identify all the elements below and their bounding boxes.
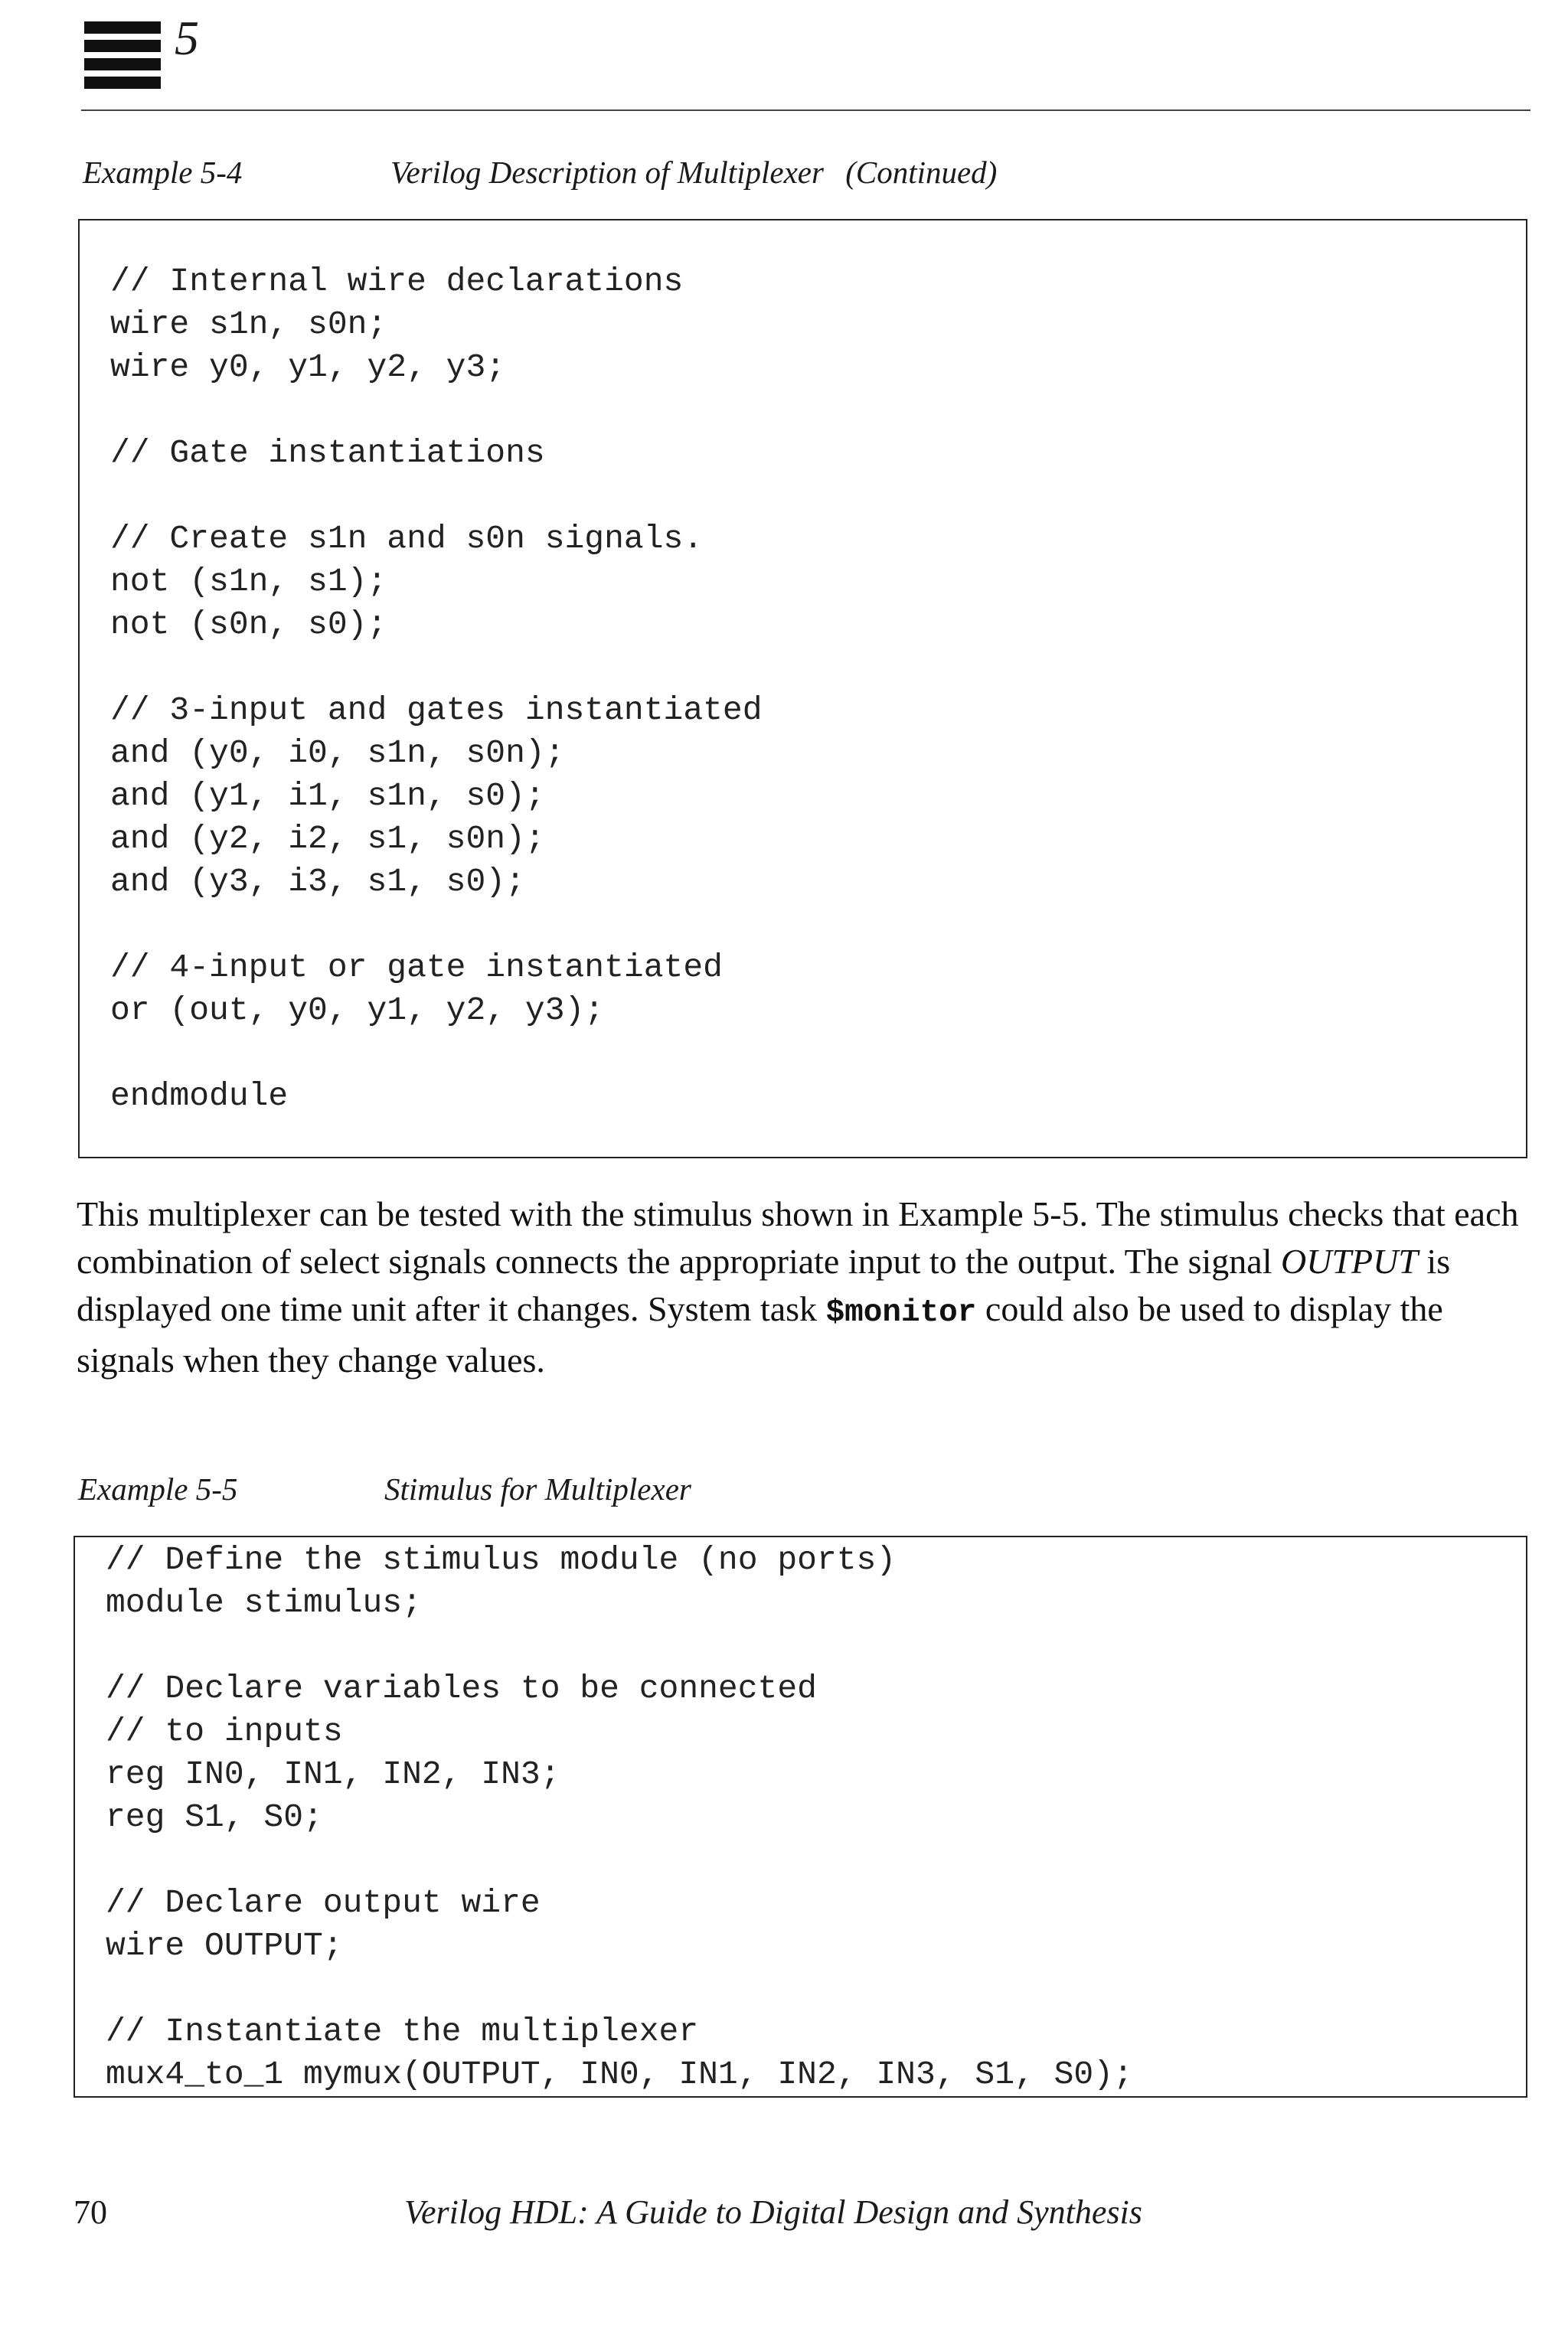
example-5-4-title [390, 157, 997, 188]
example-5-5-code-line: // Declare output wire [106, 1884, 541, 1922]
page-number: 70 [74, 2193, 107, 2231]
example-5-4-code-line: and (y0, i0, s1n, s0n); [110, 734, 565, 772]
example-5-5-code-line [106, 1839, 1133, 1882]
example-5-4-code-line: // Internal wire declarations [110, 263, 684, 300]
example-5-4-code-line: // 4-input or gate instantiated [110, 949, 723, 986]
example-5-5-code-line: reg IN0, IN1, IN2, IN3; [106, 1755, 560, 1793]
chapter-marker-icon [84, 21, 161, 98]
example-5-5-code-line [106, 1968, 1133, 2010]
example-5-4-code-line: wire s1n, s0n; [110, 305, 387, 343]
example-5-4-code-line: and (y2, i2, s1, s0n); [110, 820, 545, 857]
example-5-4-code-line: // 3-input and gates instantiated [110, 691, 763, 729]
chapter-number: 5 [175, 11, 199, 65]
example-5-4-code-line: // Gate instantiations [110, 434, 545, 472]
example-5-5-code-line [106, 1625, 1133, 1667]
example-5-4-continued: (Continued) [845, 155, 998, 190]
example-5-5-code [106, 1539, 1133, 2096]
example-5-4-code [110, 260, 763, 1118]
output-signal-name: OUTPUT [1281, 1242, 1418, 1281]
example-5-5-code-line: wire OUTPUT; [106, 1927, 343, 1964]
example-5-5-code-line: mux4_to_1 mymux(OUTPUT, IN0, IN1, IN2, IN3, S1, S0); [106, 2056, 1133, 2093]
example-5-4-code-box [78, 219, 1527, 1158]
example-5-5-title: Stimulus for Multiplexer [384, 1471, 691, 1507]
example-5-4-code-line [110, 1032, 763, 1075]
example-5-4-code-line [110, 646, 763, 689]
example-5-5-code-line: reg S1, S0; [106, 1798, 323, 1836]
paragraph-part-1: This multiplexer can be tested with the stimulus shown in Example 5-5. The stimulus checks that each combination of select signals connects the appropriate input to the output. The signal [77, 1194, 1519, 1281]
example-5-5-code-line: module stimulus; [106, 1584, 422, 1621]
example-5-4-code-line: or (out, y0, y1, y2, y3); [110, 991, 605, 1029]
example-5-4-code-line [110, 389, 763, 432]
example-5-5-code-line: // Instantiate the multiplexer [106, 2013, 699, 2050]
example-5-4-code-line: and (y1, i1, s1n, s0); [110, 777, 545, 815]
example-5-4-code-line: wire y0, y1, y2, y3; [110, 348, 506, 386]
body-paragraph [77, 1190, 1539, 1384]
example-5-4-code-line [110, 903, 763, 946]
header-divider [81, 109, 1530, 111]
example-5-4-code-line: and (y3, i3, s1, s0); [110, 863, 525, 900]
example-5-4-label: Example 5-4 [83, 155, 243, 190]
paragraph-part-3: could also be used to display the signals when they change values. [77, 1289, 1443, 1380]
example-5-4-code-line: not (s0n, s0); [110, 606, 387, 643]
example-5-4-code-line: // Create s1n and s0n signals. [110, 520, 704, 557]
example-5-4-title-text: Verilog Description of Multiplexer [390, 155, 824, 190]
example-5-5-code-box [74, 1536, 1527, 2098]
example-5-4-code-line: endmodule [110, 1077, 289, 1115]
monitor-task-name: $monitor [825, 1295, 977, 1331]
example-5-5-label: Example 5-5 [78, 1471, 238, 1507]
example-5-4-code-line: not (s1n, s1); [110, 563, 387, 600]
paragraph-part-2: is displayed one time unit after it changes. System task [77, 1242, 1451, 1328]
example-5-4-code-line [110, 475, 763, 518]
example-5-5-code-line: // Declare variables to be connected [106, 1670, 817, 1707]
example-5-5-code-line: // to inputs [106, 1713, 343, 1750]
book-title: Verilog HDL: A Guide to Digital Design and Synthesis [404, 2193, 1142, 2231]
example-5-5-code-line: // Define the stimulus module (no ports) [106, 1541, 897, 1579]
